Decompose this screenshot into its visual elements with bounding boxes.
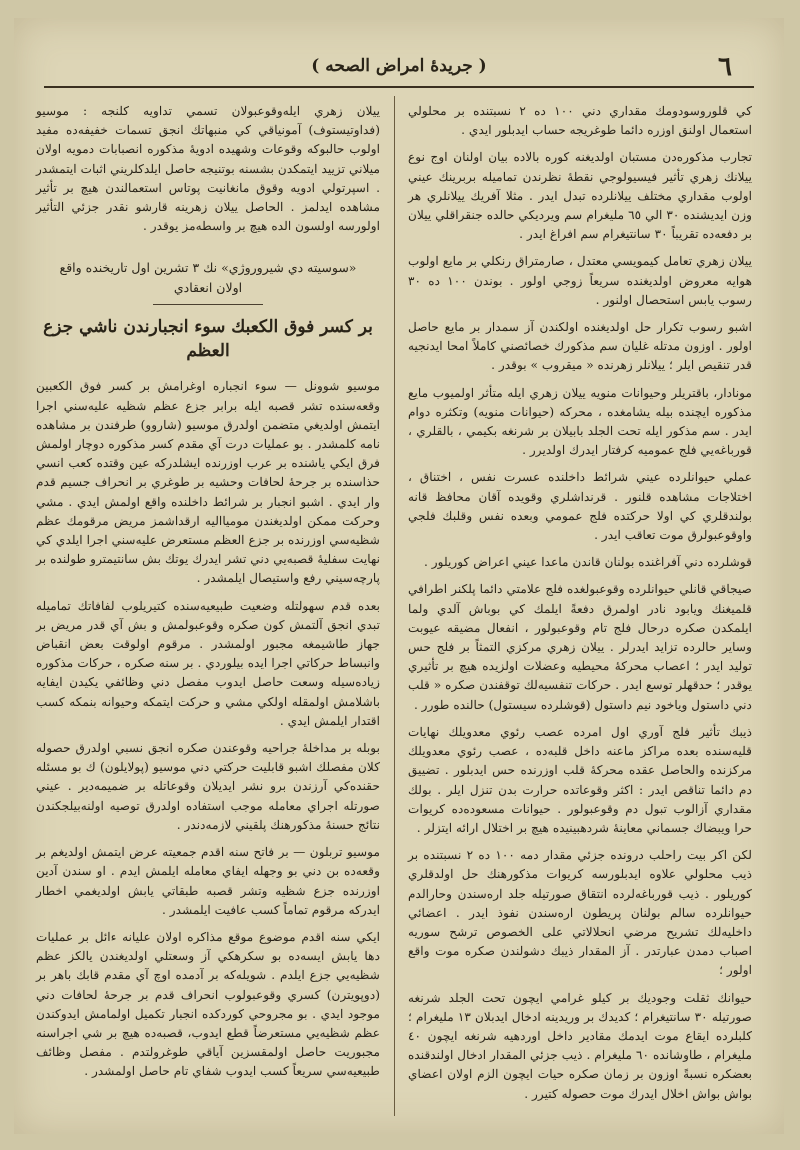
article-title: بر كسر فوق الكعبك سوء انجبارندن ناشي جزع العظم [43, 317, 373, 362]
paragraph: مونادار، باقتريلر وحيوانات منويه ييلان زهري ايله متأثر اولميوب مايع مذكوره ايچنده بيله يشامغده ، محركه (حيوانات منويه) وتكثره دوام ايدر . سم مذكور ايله تحت الجلد بابيلان بر شرنغه بكيمي ، بالقلري ، قورباغه‌يي فلج عموميه كرفتار ايدرك اولديرر . [408, 385, 752, 458]
intro-paragraph: ييلان زهري ايله‌وقوعبولان تسمي تداويه كلنجه : موسيو (فداوتيستوف) آمونياقي كي منبهاتك انجق تسمات خفيفه‌ده مفيد اولوب حالبوكه وقوعات وشهيده ادويهٔ مذكوره انصبابات دمويه اولان ميلاني تزييد ايتمكدن بشسنه بوتنيجه حاصل ايلدكلريني اثبات ايتمشدر . اسپرتولي ادويه وقوق مانغانيت پوتاس استعمالندن هيچ بر تأثير مشاهده ايدلمز . الحاصل ييلان زهرينه قارشو نقدر جزئي التأثير اولورسه اولسون الده هيچ بر واسطه‌مز يوقدر . [36, 104, 380, 234]
section-divider [153, 304, 263, 305]
paragraph: تجارب مذكوره‌دن مستبان اولديغنه كوره بالاده بيان اولنان اوج نوع ييلانك زهري تأثير فيسيولوجي نقطهٔ نظرندن تماميله بربرينك عيني اولوب مقداري مختلف ييلانلرده تبدل ايدر . مثلا آفريك ييلانلري هر وزن ايديشنده ٣٠ الي ٦٥ مليغرام سم ويرديكي حالده جنقراقلي ييلان بر دفعه‌ده تقريباً ٣٠ سانتيغرام سم افراغ ايدر . [408, 150, 752, 242]
page-number: ٦ [718, 52, 732, 82]
section-heading: «سوسيته دي شيروروژي» نك ٣ تشرين اول تاريخنده واقع اولان انعقادي [59, 260, 357, 296]
paragraph: اشبو رسوب تكرار حل اولديغنده اولكندن آز سمدار بر مايع حاصل اولور . اوزون مدتله غليان سم مذكورك خصائصني كاملاً امحا ايدنجيه قدر تنقيص ايلر ؛ ييلانلر زهرنده « ميقروب » بوقدر . [408, 320, 752, 373]
paragraph: لكن اكر بيت راحلب درونده جزئي مقدار دمه ١٠٠ ده ٢ نسبتنده بر ذيب محلولي علاوه ايدبلورسه كريوات مذكورهنك حل اولدقلري كوريلور . ذيب قورباغه‌لرده انتقاق صورتيله جلد اره‌سندن وحارالدم حيوانلرده سالم بولنان پريطون اره‌سندن نفوذ ايدر . اعضائي داخليه‌لك تشريح مرضي انحلالاتي على الخصوص ترشح سوريه اصباب دمدن عبارتدر . آز المقدار ذيبك دشولندن صكره موت واقع اولور ؛ [408, 848, 752, 978]
paragraph: بوبله بر مداخلهٔ جراحيه وقوعندن صكره انجق نسبي اولدرق حصوله كلان مفصلك اشبو قابليت حركتي دني موسيو (پولايلون) ك بو مسئله حقنده‌كي آرزندن برو نشر ايديلان وقوعاتله بر ضميمه‌دير . عيني صورتله اجراي معامله موجب استفاده اولدرق توصيه اولنه‌بيلجكندن نتائج حسنهٔ مذكورهنك پلقيني لازمه‌دندر . [36, 741, 380, 832]
page-header [14, 40, 784, 88]
paragraph: صيجاقي قانلي حيوانلرده وقوعبولغده فلج علامتي دائما پلكنر اطرافي قلميغنك ويابود نادر اولمرق دفعةً ايلمك كي بوباش آلدي ولما ايلمكدن صكره درحال فلج تام وقوعبولور ، انفعال مضيقه عيوبت وساير حالرده تزايد ايدرلر . ييلان زهري مركزي التمثاً بر فلج حس توليد ايدر ؛ اعصاب محركهٔ محيطيه وعضلات اولزيده هيچ بر تأثيري يوقدر ؛ حدقهلر توسع ايدر . حركات تنفسيه‌لك توقفندن صكره « قلب دني داستول وياخود نيم داستول (قوشلرده سيستول) حالنده طورر . [408, 582, 752, 712]
right-column [408, 102, 752, 1112]
paragraph: موسيو تربلون — بر فاتح سنه اقدم جمعيته عرض ايتمش اولديغم بر وقعه‌ده بن دني بو وجهله ايفاي معامله ايلمش ايدم . او سندن آدين اوزرنده جزع شظيه وتشر قصبه طبقاتي يابش اولديغمي اخطار ايدركه مرقوم تماماً كسب عافيت ايلمشدر . [36, 845, 380, 917]
paragraph: ييلان زهري تعامل كيمويسي معتدل ، صارمتراق رنكلي بر مايع اولوب هوايه معروض اولديغنده سريعاً زوجي اولور . بوندن ١٠٠ ده ٣٠ رسوب يابس استحصال اولنور . [408, 254, 752, 307]
running-title: ( جريدهٔ امراض الصحه ) [311, 56, 487, 76]
paragraph: كي قلوروسودومك مقداري دني ١٠٠ ده ٢ نسبتنده بر محلولي استعمال اولنق اوزره دائما طوغريجه حساب ايدبلور ايدي . [408, 104, 753, 138]
newspaper-page [14, 18, 784, 1134]
paragraph: بعده قدم سهولتله وضعيت طبيعيه‌سنده كتيريلوب لفافاتك تماميله تبدي انجق آلتمش كون صكره وقوعبولمش و بش آي قدر مريض بر جهاز طاشيمغه مجبور اولمشدر . مرقوم اولوقت بعض انقباض وانبساط حركاتي اجرا ايده بيلوردي . بر سنه صكره ، حركات مذكوره زياده‌سيله وسعت حاصل ايدوب مفصل دني وظائفي يكيدن ايفايه باشلامش اولمقله اولكي مشي و حركت ايتمكه وحيوانه بنمكه كسب اقتدار ايلمش ايدي . [36, 598, 380, 728]
paragraph: حيوانك ثقلت وجوديك بر كيلو غرامي ايچون تحت الجلد شرنغه صورتيله ٣٠ سانتيغرام ؛ كديدك بر وريدينه ادخال ايدبلان ١٣ مليغرام ؛ كلبلرده ايقاع موت ايدمك مقادير داخل اوردهيه شرنغه ايچون ٤٠ مليغرام ، طاوشانده ٦٠ مليغرام . ذيب جزئي المقدار ادخال اولندقنده بعضكره نسبةً اوزون بر زمان صكره حيات ايچون الزم اولان اعضاي بواش بواش اخلال ايدرك موت حصوله كتيرر . [408, 990, 752, 1101]
header-rule [44, 86, 754, 88]
paragraph: موسيو شوونل — سوء انجباره اوغرامش بر كسر فوق الكعبين وقعه‌سنده تشر قصبه ايله برابر جزع عظم شظيه عليه‌سني اجرا ايتمش اولديغي متضمن اولدرق موسيو (شاروو) طرفندن بر مشاهده نامه كلمشدر . بو عمليات درت آي مقدم كسر مذكوره دوچار اولمش فرق ايكي ياشنده بر عرب اوزرنده ايشلدركه عين وقتده كعب انسي حذاسنده بر جرحهٔ لحافات وحشيه بر طوغري بر انحراف جسيم قدم وار ايدي . اشبو انجبار بر شرائط داخلنده واقع اولمش ايدي . مشي وحركت ممكن اولديغندن موميااليه ارقداشمز مريض مرقومك عظم شظيه‌سي اوزرنده بر جزع العظم مستعرض عليه‌سني اجرا ايلدي كي نهايت سفليهٔ قصبه‌يي دني تشر ايدرك يوتك بش سانتيمترو طولنده بر پارچه‌سيني رفع واستيصال ايلمشدر . [36, 379, 380, 586]
column-divider [394, 96, 395, 1116]
paragraph: ايكي سنه اقدم موضوع موقع مذاكره اولان عليانه ءائل بر عمليات دها يابش ايسه‌ده بو سكرهكي آز وسعتلي اولديغندن يالكز عظم شظيه‌يي جزع ايلدم . شويله‌كه بر آدمده اوچ آي مقدم قابك باهر بر (دوپويترن) كسري وقوعبولوب انحراف قدم بر جرحهٔ لحافات دني موجود ايدي . بو مجروحي كوردكده انجبار تكميل اولمامش ايدوكندن عظم شظيه‌يي مستعرضاً قطع ايدوب، قصبه‌ده هيچ بر شي اجراسنه مجبوريت حاصل اولمقسزين آياقي طوغرولتدم . مفصل وظائف طبيعيه‌سي سريعاً كسب ايدوب شفاي تام حاصل اولمشدر . [36, 929, 380, 1079]
paragraph: عملي حيوانلرده عيني شرائط داخلنده عسرت نفس ، اختناق ، اختلاجات مشاهده قلنور . قرنداشلري وقويده آقان محافظ قانه بولندقلري كي اولا حركتده فلج عمومي وبعده نفس وقلبك فلجي واوقوعبولرق موت تعاقب ايدر . [408, 470, 752, 543]
paragraph: ذيبك تأثير فلج آوري اول امرده عصب رئوي معدويلك نهايات قليه‌سنده بعده مراكز ماعنه داخل قلبه‌ده ، عصب رئوي معدويلك مركزنده والحاصل عقده محركهٔ قلب اوزرنده حس ايدبلور . تضييق دم دائما تناقص ايدر : اكثر وقوعاتده حرارت بدن تنزل ايلر . بولك مقداري آزالوب تبول دم وقوعبولور . حيوانات مسعوده‌ده كريوات حرا ويبضاك جسماني معاينهٔ شردهبينيده هيچ بر اختلال ارائه ايتزلر . [408, 724, 752, 835]
paragraph: قوشلرده دني آفراغنده بولنان قاندن ماعدا عيني اعراض كوريلور . [424, 555, 752, 570]
left-column [36, 102, 380, 1090]
